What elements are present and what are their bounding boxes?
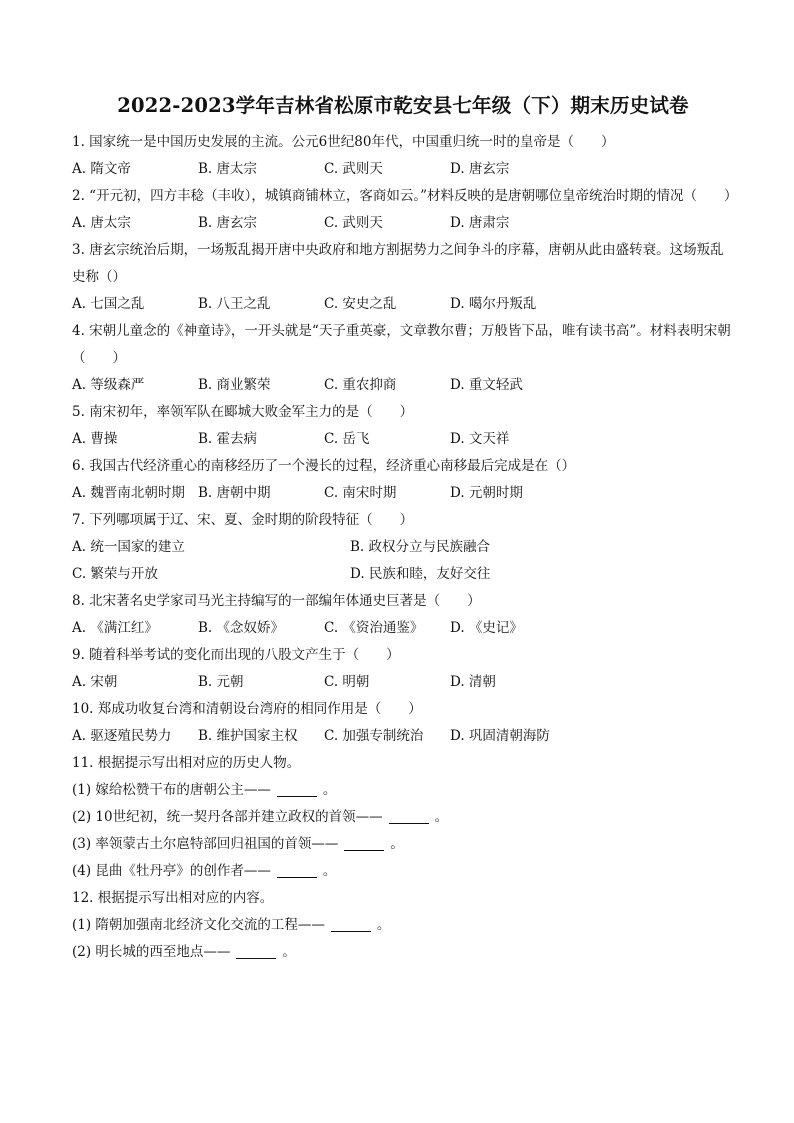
question-3: [72, 237, 734, 318]
option-c: C. 明朝: [324, 674, 370, 690]
option-b: B. 《念奴娇》: [198, 620, 285, 636]
option-a: A. 《满江红》: [72, 620, 158, 636]
period: 。: [376, 917, 391, 933]
option-c: C. 岳飞: [324, 431, 370, 447]
answer-blank[interactable]: [331, 917, 371, 932]
question-stem: 4. 宋朝儿童念的《神童诗》，一开头就是“天子重英豪，文章教尔曹；万般皆下品，唯有读书高”。材料表明宋朝（ ）: [72, 323, 731, 366]
sub-question-text: (1) 隋朝加强南北经济文化交流的工程——: [72, 917, 325, 933]
option-d: D. 《史记》: [450, 620, 523, 636]
option-c: C. 《资治通鉴》: [324, 620, 424, 636]
option-b: B. 政权分立与民族融合: [350, 539, 491, 555]
question-2: [72, 183, 738, 237]
option-a: A. 七国之乱: [72, 296, 145, 312]
option-b: B. 唐太宗: [198, 161, 258, 177]
period: 。: [434, 809, 449, 825]
question-7: [72, 507, 734, 588]
question-stem: 1. 国家统一是中国历史发展的主流。公元6世纪80年代，中国重归统一时的皇帝是（ ）: [72, 134, 615, 150]
option-d: D. 文天祥: [450, 431, 510, 447]
options-row: [72, 615, 734, 642]
option-a: A. 驱逐殖民势力: [72, 728, 172, 744]
option-d: D. 民族和睦，友好交往: [350, 566, 491, 582]
options-row: [72, 156, 734, 183]
question-12: [72, 885, 734, 966]
option-c: C. 安史之乱: [324, 296, 397, 312]
option-d: D. 巩固清朝海防: [450, 728, 550, 744]
option-b: B. 八王之乱: [198, 296, 271, 312]
question-stem: 2. “开元初，四方丰稔（丰收），城镇商铺林立，客商如云。”材料反映的是唐朝哪位皇帝统治时期的情况（ ）: [72, 188, 738, 204]
option-a: A. 统一国家的建立: [72, 539, 185, 555]
exam-title: 2022-2023学年吉林省松原市乾安县七年级（下）期末历史试卷: [117, 94, 689, 117]
option-b: B. 霍去病: [198, 431, 258, 447]
option-d: D. 噶尔丹叛乱: [450, 296, 537, 312]
answer-blank[interactable]: [344, 836, 384, 851]
option-d: D. 清朝: [450, 674, 496, 690]
question-stem: 11. 根据提示写出相对应的历史人物。: [72, 755, 301, 771]
option-a: A. 曹操: [72, 431, 118, 447]
question-5: [72, 399, 734, 453]
sub-question-text: (2) 10世纪初，统一契丹各部并建立政权的首领——: [72, 809, 383, 825]
option-a: A. 隋文帝: [72, 161, 131, 177]
option-d: D. 元朝时期: [450, 485, 523, 501]
question-stem: 9. 随着科举考试的变化而出现的八股文产生于（ ）: [72, 647, 400, 663]
options-row: [72, 426, 734, 453]
sub-question-text: (3) 率领蒙古土尔扈特部回归祖国的首领——: [72, 836, 339, 852]
options-row: [72, 534, 734, 561]
question-9: [72, 642, 734, 696]
question-stem: 5. 南宋初年，率领军队在郾城大败金军主力的是（ ）: [72, 404, 414, 420]
question-stem: 3. 唐玄宗统治后期，一场叛乱揭开唐中央政府和地方割据势力之间争斗的序幕，唐朝从此由盛转衰。这场叛乱史称（）: [72, 242, 724, 285]
sub-question: [72, 831, 734, 858]
option-b: B. 元朝: [198, 674, 244, 690]
option-b: B. 唐玄宗: [198, 215, 258, 231]
option-a: A. 魏晋南北朝时期: [72, 485, 185, 501]
sub-question: [72, 804, 734, 831]
option-c: C. 繁荣与开放: [72, 566, 158, 582]
answer-blank[interactable]: [277, 863, 317, 878]
sub-question-text: (1) 嫁给松赞干布的唐朝公主——: [72, 782, 271, 798]
option-b: B. 维护国家主权: [198, 728, 298, 744]
option-d: D. 重文轻武: [450, 377, 523, 393]
options-row: [72, 210, 734, 237]
question-stem: 7. 下列哪项属于辽、宋、夏、金时期的阶段特征（ ）: [72, 512, 414, 528]
sub-question: [72, 912, 734, 939]
question-1: [72, 129, 734, 183]
option-a: A. 等级森严: [72, 377, 145, 393]
option-c: C. 武则天: [324, 215, 383, 231]
question-stem: 12. 根据提示写出相对应的内容。: [72, 890, 274, 906]
question-11: [72, 750, 734, 885]
option-b: B. 唐朝中期: [198, 485, 271, 501]
question-8: [72, 588, 734, 642]
question-stem: 6. 我国古代经济重心的南移经历了一个漫长的过程，经济重心南移最后完成是在（）: [72, 458, 576, 474]
question-4: [72, 318, 734, 399]
option-d: D. 唐玄宗: [450, 161, 510, 177]
option-c: C. 武则天: [324, 161, 383, 177]
option-a: A. 宋朝: [72, 674, 118, 690]
options-row: [72, 480, 734, 507]
question-10: [72, 696, 734, 750]
sub-question: [72, 939, 734, 966]
sub-question-text: (2) 明长城的西至地点——: [72, 944, 231, 960]
period: 。: [322, 863, 337, 879]
period: 。: [282, 944, 296, 960]
option-d: D. 唐肃宗: [450, 215, 510, 231]
question-6: [72, 453, 734, 507]
option-c: C. 南宋时期: [324, 485, 397, 501]
options-row: [72, 291, 734, 318]
options-row: [72, 669, 734, 696]
option-c: C. 重农抑商: [324, 377, 397, 393]
options-row: [72, 561, 734, 588]
option-b: B. 商业繁荣: [198, 377, 271, 393]
options-row: [72, 723, 734, 750]
question-stem: 8. 北宋著名史学家司马光主持编写的一部编年体通史巨著是（ ）: [72, 593, 481, 609]
sub-question: [72, 858, 734, 885]
period: 。: [322, 782, 337, 798]
option-a: A. 唐太宗: [72, 215, 131, 231]
question-stem: 10. 郑成功收复台湾和清朝设台湾府的相同作用是（ ）: [72, 701, 422, 717]
answer-blank[interactable]: [236, 944, 276, 959]
sub-question-text: (4) 昆曲《牡丹亭》的创作者——: [72, 863, 271, 879]
period: 。: [390, 836, 404, 852]
option-c: C. 加强专制统治: [324, 728, 424, 744]
answer-blank[interactable]: [389, 809, 429, 824]
answer-blank[interactable]: [277, 782, 317, 797]
options-row: [72, 372, 734, 399]
sub-question: [72, 777, 734, 804]
